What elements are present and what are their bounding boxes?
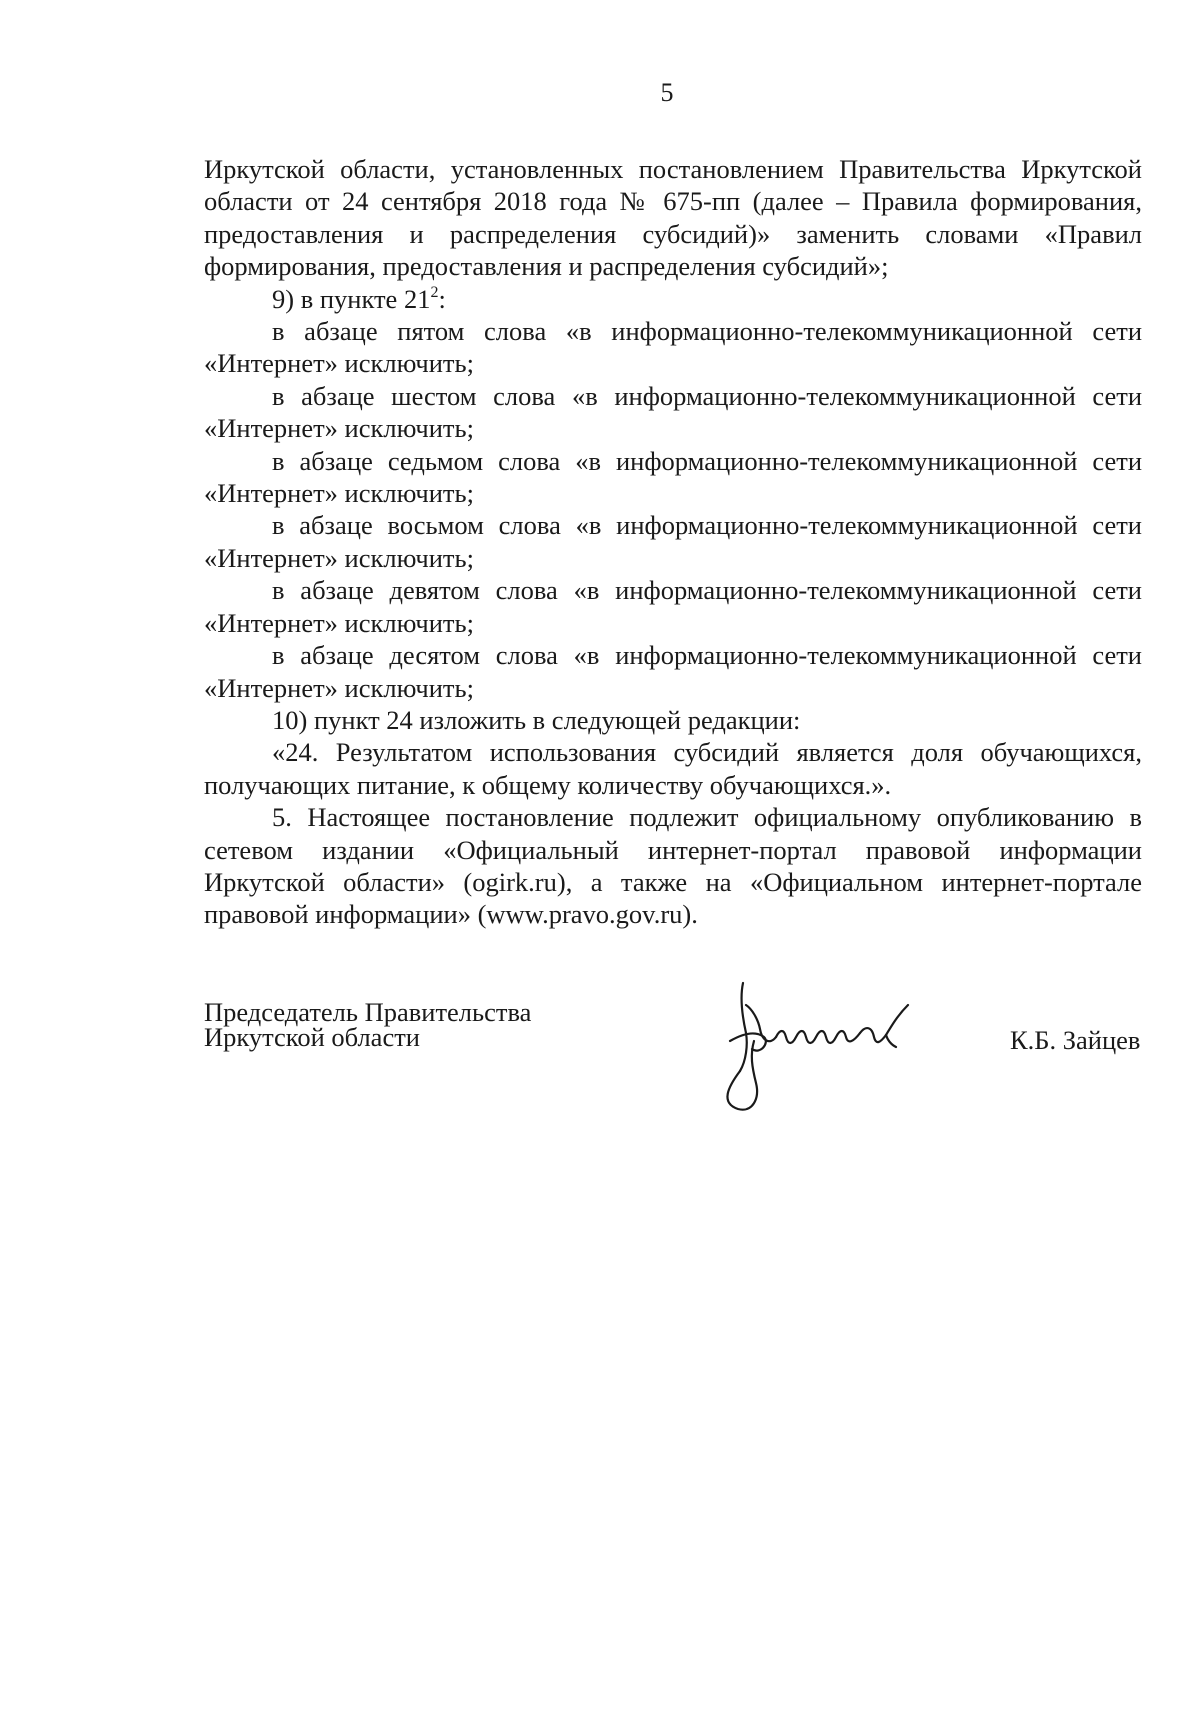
signatory-name: К.Б. Зайцев <box>1010 1025 1141 1055</box>
paragraph: 10) пункт 24 изложить в следующей редакции: <box>272 704 801 735</box>
paragraph: в абзаце пятом слова «в информационно-телекоммуникационной сети «Интернет» исключить; <box>204 316 1142 379</box>
page-number: 5 <box>660 78 674 107</box>
paragraph <box>204 283 1142 315</box>
paragraph: 5. Настоящее постановление подлежит официальному опубликованию в сетевом издании «Официальный интернет-портал правовой информации Иркутской области» (ogirk.ru), а также на «Официальном интернет-портале правовой информации» (www.pravo.gov.ru). <box>204 802 1142 930</box>
paragraph-text: : <box>438 283 446 314</box>
signatory-position <box>204 997 532 1052</box>
paragraph: в абзаце седьмом слова «в информационно-телекоммуникационной сети «Интернет» исключить; <box>204 445 1142 509</box>
paragraph: в абзаце восьмом слова «в информационно-телекоммуникационной сети «Интернет» исключить; <box>204 510 1142 573</box>
paragraph: Иркутской области, установленных постановлением Правительства Иркутской области от 24 сентября 2018 года № 675-пп (далее – Правила формирования, предоставления и распределения субсидий)» заменить словами «Правил формирования, предоставления и распределения субсидий»; <box>204 154 1142 282</box>
superscript: 2 <box>430 283 439 301</box>
paragraph: в абзаце десятом слова «в информационно-телекоммуникационной сети «Интернет» исключить; <box>204 640 1142 703</box>
paragraph: «24. Результатом использования субсидий является доля обучающихся, получающих питание, к общему количеству обучающихся.». <box>204 737 1142 800</box>
handwritten-signature <box>700 975 940 1115</box>
paragraph: в абзаце шестом слова «в информационно-телекоммуникационной сети «Интернет» исключить; <box>204 380 1142 444</box>
paragraph-text: 9) в пункте 21 <box>272 283 431 314</box>
position-line: Иркутской области <box>204 1022 420 1052</box>
document-body <box>204 153 1142 931</box>
paragraph: в абзаце девятом слова «в информационно-телекоммуникационной сети «Интернет» исключить; <box>204 575 1142 638</box>
position-line: Председатель Правительства <box>204 997 532 1027</box>
